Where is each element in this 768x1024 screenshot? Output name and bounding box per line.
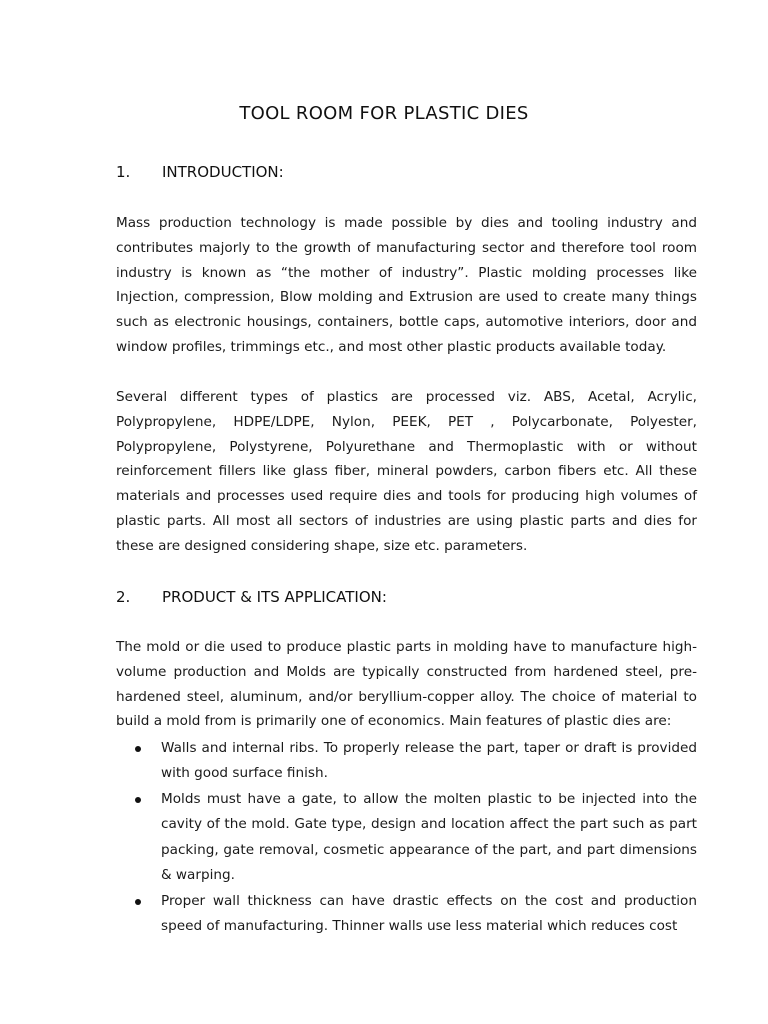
- section-title: PRODUCT & ITS APPLICATION:: [162, 588, 387, 606]
- section-heading-product: [116, 588, 387, 606]
- section-number: 1.: [116, 163, 131, 181]
- list-item: [116, 889, 697, 940]
- list-item-text: Walls and internal ribs. To properly release the part, taper or draft is provided with good surface finish.: [161, 740, 697, 782]
- paragraph: Mass production technology is made possible by dies and tooling industry and contributes majorly to the growth of manufacturing sector and therefore tool room industry is known as “the mother of industry”. Plastic molding processes like Injection, compression, Blow molding and Extrusion are used to create many things such as electronic housings, containers, bottle caps, automotive interiors, door and window profiles, trimmings etc., and most other plastic products available today.: [116, 215, 697, 355]
- list-item-text: Molds must have a gate, to allow the molten plastic to be injected into the cavity of the mold. Gate type, design and location affect the part such as part packing, gate removal, cosmetic appearance of the part, and part dimensions & warping.: [161, 791, 697, 883]
- section-number: 2.: [116, 588, 131, 606]
- bullet-icon: [135, 797, 141, 803]
- list-item-text: Proper wall thickness can have drastic effects on the cost and production speed of manufacturing. Thinner walls use less material which reduces cost: [161, 892, 697, 935]
- bullet-icon: [135, 746, 141, 752]
- list-item: [116, 736, 697, 787]
- document-title: TOOL ROOM FOR PLASTIC DIES: [239, 103, 529, 124]
- section-title: INTRODUCTION:: [162, 163, 284, 181]
- paragraph: The mold or die used to produce plastic parts in molding have to manufacture high-volume production and Molds are typically constructed from hardened steel, pre-hardened steel, aluminum, and/or beryllium-copper alloy. The choice of material to build a mold from is primarily one of economics. Main features of plastic dies are:: [116, 639, 697, 730]
- section-heading-introduction: [116, 163, 284, 181]
- bullet-icon: [135, 899, 141, 905]
- paragraph: Several different types of plastics are processed viz. ABS, Acetal, Acrylic, Polypropylene, HDPE/LDPE, Nylon, PEEK, PET , Polycarbonate, Polyester, Polypropylene, Polystyrene, Polyurethane and Thermoplastic with or without reinforcement fillers like glass fiber, mineral powders, carbon fibers etc. All these materials and processes used require dies and tools for producing high volumes of plastic parts. All most all sectors of industries are using plastic parts and dies for these are designed considering shape, size etc. parameters.: [116, 389, 697, 554]
- feature-list: [116, 736, 697, 940]
- list-item: [116, 787, 697, 888]
